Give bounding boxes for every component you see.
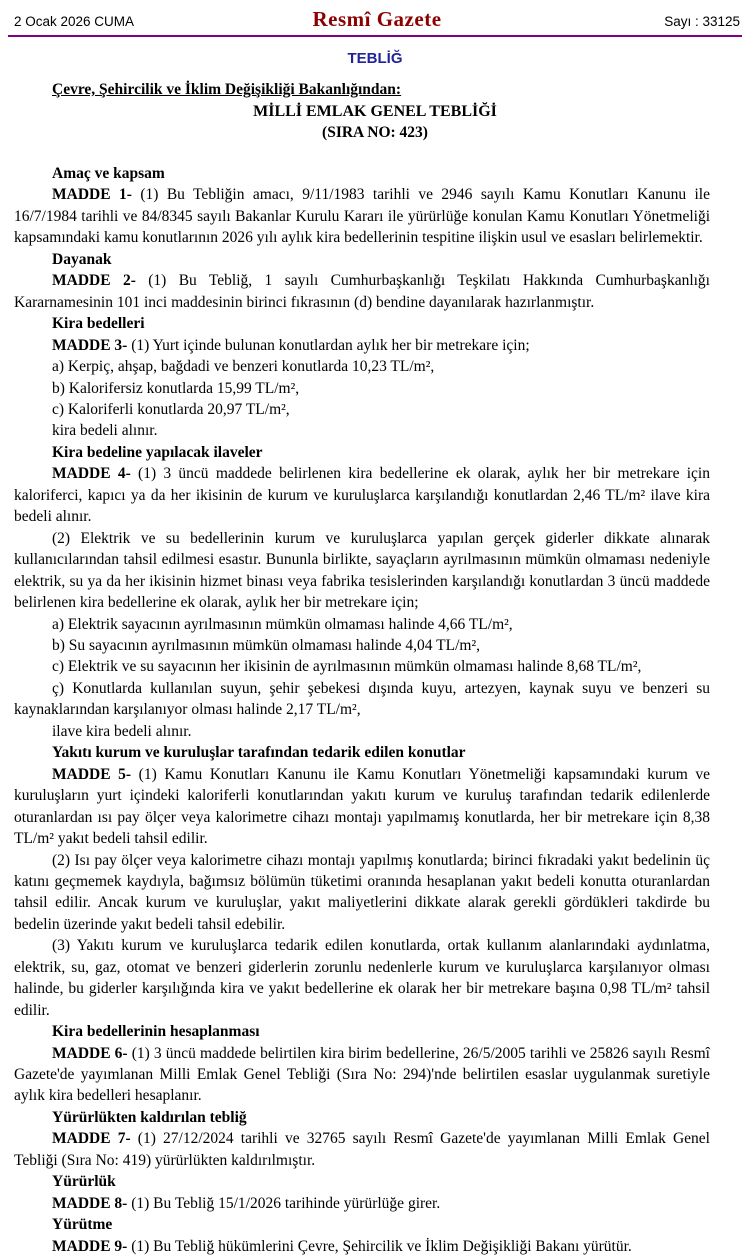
gazette-date: 2 Ocak 2026 CUMA xyxy=(14,14,135,29)
article-lead: MADDE 6- xyxy=(52,1044,128,1062)
body-paragraph: ilave kira bedeli alınır. xyxy=(52,722,192,740)
article-lead: MADDE 3- xyxy=(52,336,128,354)
section-heading: Kira bedeline yapılacak ilaveler xyxy=(52,443,263,461)
article-lead: MADDE 4- xyxy=(52,465,131,483)
body-paragraph: MADDE 8- (1) Bu Tebliğ 15/1/2026 tarihinde yürürlüğe girer. xyxy=(52,1194,441,1212)
section-heading: Yakıtı kurum ve kuruluşlar tarafından tedarik edilen konutlar xyxy=(52,744,466,762)
body-paragraph: MADDE 6- (1) 3 üncü maddede belirtilen kira birim bedellerine, 26/5/2005 tarihli ve 25826 sayılı Resmî Gazete'de yayımlanan Milli Emlak Genel Tebliği (Sıra No: 294)'nde belirtilen esaslar uygulanmak suretiyle aylık kira bedelleri hesaplanır. xyxy=(14,1044,710,1105)
document-body xyxy=(14,163,710,1257)
document-serial-number: (SIRA NO: 423) xyxy=(322,124,428,141)
body-paragraph: MADDE 3- (1) Yurt içinde bulunan konutlardan aylık her bir metrekare için; xyxy=(52,336,530,354)
body-paragraph: a) Kerpiç, ahşap, bağdadi ve benzeri konutlarda 10,23 TL/m², xyxy=(52,358,435,376)
section-heading: Amaç ve kapsam xyxy=(52,165,165,182)
gazette-header xyxy=(0,0,750,32)
gazette-title: Resmî Gazete xyxy=(312,7,442,31)
body-paragraph: (2) Isı pay ölçer veya kalorimetre cihazı montajı yapılmış konutlarda; birinci fıkradaki yakıt bedelinin üç katını geçmemek kaydıyla, bağımsız bölümün tüketimi oranında hesaplanan yakıt bedeli konutta oturanlardan tahsil edilir. Ancak kurum ve kuruluşlar, yakıt maliyetlerini dikkate alarak gerekli gördükleri takdirde bu bedelin üzerinde yakıt bedeli tahsil edebilir. xyxy=(14,851,710,933)
article-lead: MADDE 8- xyxy=(52,1194,128,1212)
body-paragraph: b) Su sayacının ayrılmasının mümkün olmaması halinde 4,04 TL/m², xyxy=(52,636,480,654)
section-heading: Yürürlük xyxy=(52,1173,116,1191)
body-paragraph: MADDE 5- (1) Kamu Konutları Kanunu ile Kamu Konutları Yönetmeliği kapsamındaki kurum ve kuruluşların yurt içindeki kaloriferli konutlarından yakıtı kurum ve kuruluş tarafından tedarik edilenlerde oturanlardan ısı pay ölçer veya kalorimetre cihazı montajı yapılmamış konutlarda, her bir metrekare için 8,38 TL/m² yakıt bedeli tahsil edilir. xyxy=(14,765,710,848)
body-paragraph: ç) Konutlarda kullanılan suyun, şehir şebekesi dışında kuyu, artezyen, kaynak suyu ve benzeri su kaynaklarından karşılanıyor olması halinde 2,17 TL/m², xyxy=(14,679,710,719)
section-heading: Kira bedelleri xyxy=(52,315,145,333)
body-paragraph: MADDE 2- (1) Bu Tebliğ, 1 sayılı Cumhurbaşkanlığı Teşkilatı Hakkında Cumhurbaşkanlığı Kararnamesinin 101 inci maddesinin birinci fıkrasının (d) bendine dayanılarak hazırlanmıştır. xyxy=(14,272,710,311)
header-divider xyxy=(8,35,742,37)
body-paragraph: (3) Yakıtı kurum ve kuruluşlarca tedarik edilen konutlarda, ortak kullanım alanlarındaki aydınlatma, elektrik, su, gaz, otomat ve benzeri giderlerin zorunlu nedenlerle kurum ve kuruluşlarca karşılanıyor olması halinde, bu giderler karşılığında kira ve yakıt bedellerine ek olarak her bir metrekare başına 0,98 TL/m² tahsil edilir. xyxy=(14,937,710,1019)
body-paragraph: MADDE 4- (1) 3 üncü maddede belirlenen kira bedellerine ek olarak, aylık her bir metrekare için kaloriferci, kapıcı ya da her ikisinin de kurum ve kuruluşlarca karşılandığı konutlardan 2,46 TL/m² ilave kira bedeli alınır. xyxy=(14,465,710,526)
article-lead: MADDE 7- xyxy=(52,1130,131,1148)
section-heading: Yürütme xyxy=(52,1216,113,1234)
article-lead: MADDE 2- xyxy=(52,272,136,290)
section-heading: Yürürlükten kaldırılan tebliğ xyxy=(52,1108,247,1126)
document-title: MİLLİ EMLAK GENEL TEBLİĞİ xyxy=(253,103,497,120)
gazette-issue-number: Sayı : 33125 xyxy=(664,14,740,29)
section-heading: Dayanak xyxy=(52,250,112,268)
body-paragraph: c) Kaloriferli konutlarda 20,97 TL/m², xyxy=(52,400,290,418)
section-label-teblig: TEBLİĞ xyxy=(347,50,403,67)
article-lead: MADDE 5- xyxy=(52,765,132,783)
article-lead: MADDE 9- xyxy=(52,1237,128,1255)
body-paragraph: c) Elektrik ve su sayacının her ikisinin de ayrılmasının mümkün olmaması halinde 8,68 TL/m², xyxy=(52,658,642,676)
body-paragraph: b) Kalorifersiz konutlarda 15,99 TL/m², xyxy=(52,379,300,397)
body-paragraph: (2) Elektrik ve su bedellerinin kurum ve kuruluşlarca yapılan gerçek giderler dikkate alınarak kullanıcılarından tahsil edilmesi esastır. Bununla birlikte, sayaçların ayrılmasının mümkün olmaması nedeniyle elektrik, su ya da her ikisinin hizmet binası veya fabrika tesislerinden karşılandığı konutlardan 3 üncü maddede belirlenen kira bedellerine ek olarak, aylık her bir metrekare için; xyxy=(14,529,710,612)
body-paragraph: kira bedeli alınır. xyxy=(52,422,158,440)
ministry-line: Çevre, Şehircilik ve İklim Değişikliği Bakanlığından: xyxy=(52,81,402,98)
body-paragraph: MADDE 7- (1) 27/12/2024 tarihli ve 32765 sayılı Resmî Gazete'de yayımlanan Milli Emlak Genel Tebliği (Sıra No: 419) yürürlükten kaldırılmıştır. xyxy=(14,1130,710,1169)
body-paragraph: MADDE 9- (1) Bu Tebliğ hükümlerini Çevre, Şehircilik ve İklim Değişikliği Bakanı yürütür. xyxy=(52,1237,632,1255)
section-heading: Kira bedellerinin hesaplanması xyxy=(52,1023,260,1041)
body-paragraph: MADDE 1- (1) Bu Tebliğin amacı, 9/11/1983 tarihli ve 2946 sayılı Kamu Konutları Kanunu ile 16/7/1984 tarihli ve 84/8345 sayılı Bakanlar Kurulu Kararı ile yürürlüğe konulan Kamu Konutları Yönetmeliği kapsamındaki kamu konutlarının 2026 yılı aylık kira bedellerinin tespitine ilişkin usul ve esasları belirlemektir. xyxy=(14,186,710,247)
article-lead: MADDE 1- xyxy=(52,186,132,204)
body-paragraph: a) Elektrik sayacının ayrılmasının mümkün olmaması halinde 4,66 TL/m², xyxy=(52,615,513,633)
